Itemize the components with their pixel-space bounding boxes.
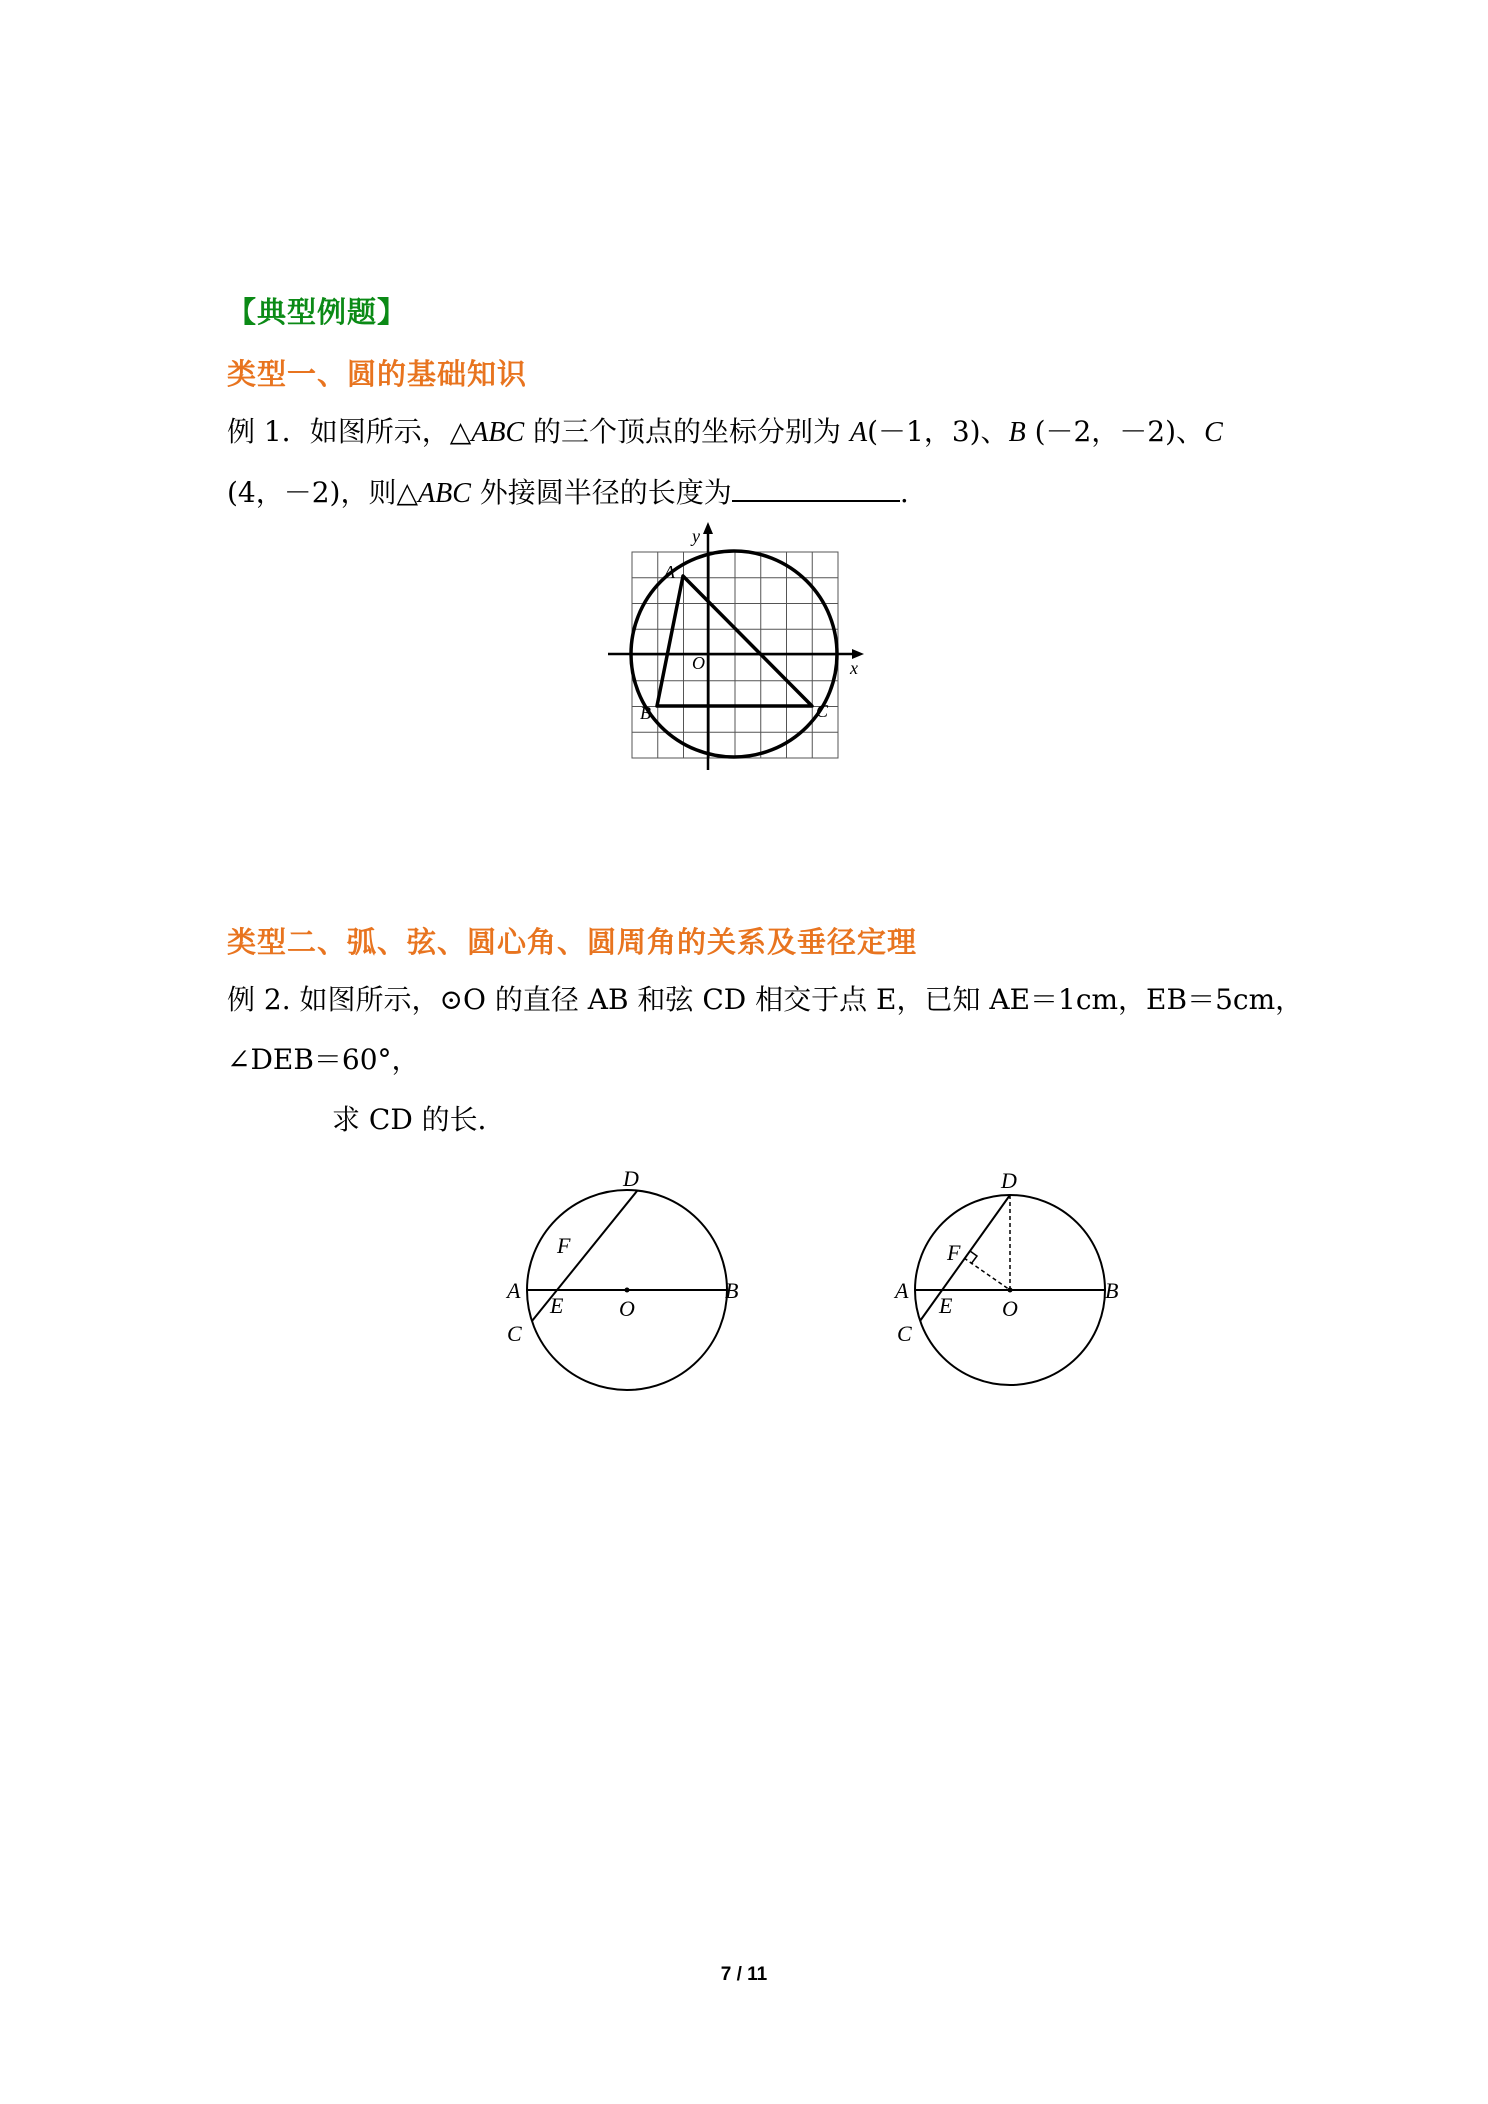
example2-line2: ∠DEB＝60°，	[227, 1043, 420, 1076]
label-d: D	[1001, 1168, 1017, 1193]
example1-text-1: 如图所示，△	[309, 415, 472, 448]
example2-question: 求 CD 的长．	[332, 1103, 506, 1136]
vertex-a-label: A	[664, 562, 675, 582]
triangle-name-1: ABC	[471, 417, 525, 448]
label-e: E	[550, 1293, 564, 1318]
example1-line1	[227, 412, 1223, 453]
label-c: C	[897, 1321, 912, 1346]
label-o: O	[1002, 1296, 1018, 1321]
vertex-c-label: C	[816, 701, 829, 721]
example2-figure-left	[495, 1158, 755, 1398]
label-o: O	[619, 1296, 635, 1321]
example2-figure-right	[875, 1158, 1135, 1398]
point-c-label: C	[1204, 417, 1223, 448]
example1-question: 外接圆半径的长度为	[470, 476, 732, 509]
point-c-coords: (4，－2)，则△	[227, 476, 419, 509]
center-dot	[1008, 1288, 1013, 1293]
label-d: D	[623, 1166, 639, 1191]
point-b-coords: (－2，－2)、	[1025, 415, 1205, 448]
dashed-of	[964, 1258, 1010, 1290]
origin-label: O	[692, 653, 705, 673]
vertex-b-label: B	[640, 703, 651, 723]
triangle-name-2: ABC	[418, 478, 471, 509]
x-axis-label: x	[850, 658, 858, 678]
type2-heading: 类型二、弧、弦、圆心角、圆周角的关系及垂径定理	[227, 925, 918, 959]
answer-blank[interactable]	[732, 472, 900, 502]
label-a: A	[507, 1278, 521, 1303]
page-number: 7 / 11	[720, 1964, 768, 1985]
example1-line2	[227, 472, 909, 514]
label-a: A	[895, 1278, 909, 1303]
example2-line1: 例 2. 如图所示，⊙O 的直径 AB 和弦 CD 相交于点 E，已知 AE＝1cm，EB＝5cm，	[227, 983, 1304, 1016]
label-f: F	[557, 1233, 571, 1258]
y-axis-label: y	[692, 526, 700, 546]
label-f: F	[947, 1240, 961, 1265]
point-b-label: B	[1008, 417, 1026, 448]
example1-text-2: 的三个顶点的坐标分别为	[524, 415, 850, 448]
label-e: E	[939, 1293, 953, 1318]
label-c: C	[507, 1321, 522, 1346]
point-a-label: A	[849, 417, 868, 448]
example1-figure	[600, 520, 880, 770]
label-b: B	[1105, 1278, 1119, 1303]
label-b: B	[725, 1278, 739, 1303]
example1-label: 例 1．	[227, 415, 310, 448]
type1-heading: 类型一、圆的基础知识	[227, 357, 528, 391]
point-a-coords: (－1，3)、	[867, 415, 1009, 448]
axes	[608, 522, 864, 770]
center-dot	[625, 1288, 630, 1293]
section-header: 【典型例题】	[227, 295, 408, 329]
example1-period: .	[899, 476, 909, 509]
